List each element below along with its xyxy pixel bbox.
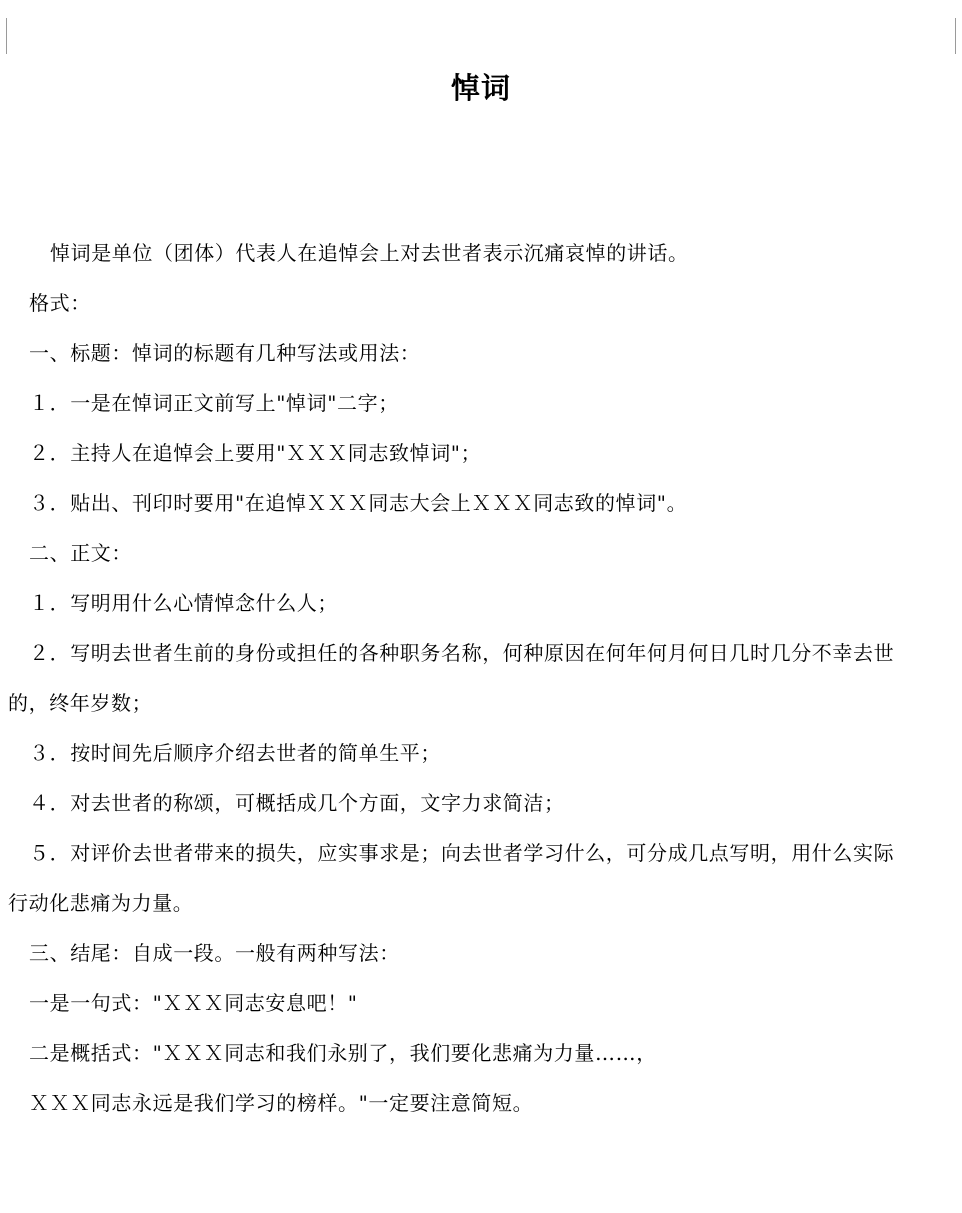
- list-item: ３．贴出、刊印时要用"在追悼ＸＸＸ同志大会上ＸＸＸ同志致的悼词"。: [29, 491, 688, 515]
- ending-example: 一是一句式："ＸＸＸ同志安息吧！": [29, 991, 358, 1015]
- document-body: [8, 228, 958, 1128]
- margin-corner-mark-left: [6, 18, 7, 54]
- list-item: ４．对去世者的称颂，可概括成几个方面，文字力求简洁；: [29, 791, 565, 815]
- margin-corner-mark-right: [955, 18, 956, 54]
- section-heading-body: 二、正文：: [29, 541, 132, 565]
- list-item: １．写明用什么心情悼念什么人；: [29, 591, 338, 615]
- section-heading-title: 一、标题：悼词的标题有几种写法或用法：: [29, 341, 421, 365]
- ending-example-continuation: ＸＸＸ同志永远是我们学习的榜样。"一定要注意简短。: [29, 1091, 534, 1115]
- list-item: ２．写明去世者生前的身份或担任的各种职务名称，何种原因在何年何月何日几时几分不幸去世: [29, 641, 895, 665]
- list-item: ２．主持人在追悼会上要用"ＸＸＸ同志致悼词"；: [29, 441, 482, 465]
- section-heading-ending: 三、结尾：自成一段。一般有两种写法：: [29, 941, 400, 965]
- document-title: 悼词: [450, 71, 511, 105]
- list-item-continuation: 行动化悲痛为力量。: [8, 891, 194, 915]
- intro-paragraph: 悼词是单位（团体）代表人在追悼会上对去世者表示沉痛哀悼的讲话。: [50, 241, 689, 265]
- list-item: １．一是在悼词正文前写上"悼词"二字；: [29, 391, 399, 415]
- list-item-continuation: 的，终年岁数；: [8, 691, 153, 715]
- list-item: ５．对评价去世者带来的损失，应实事求是；向去世者学习什么，可分成几点写明，用什么实际: [29, 841, 895, 865]
- format-heading: 格式：: [29, 291, 91, 315]
- list-item: ３．按时间先后顺序介绍去世者的简单生平；: [29, 741, 441, 765]
- ending-example: 二是概括式："ＸＸＸ同志和我们永别了，我们要化悲痛为力量……，: [29, 1041, 657, 1065]
